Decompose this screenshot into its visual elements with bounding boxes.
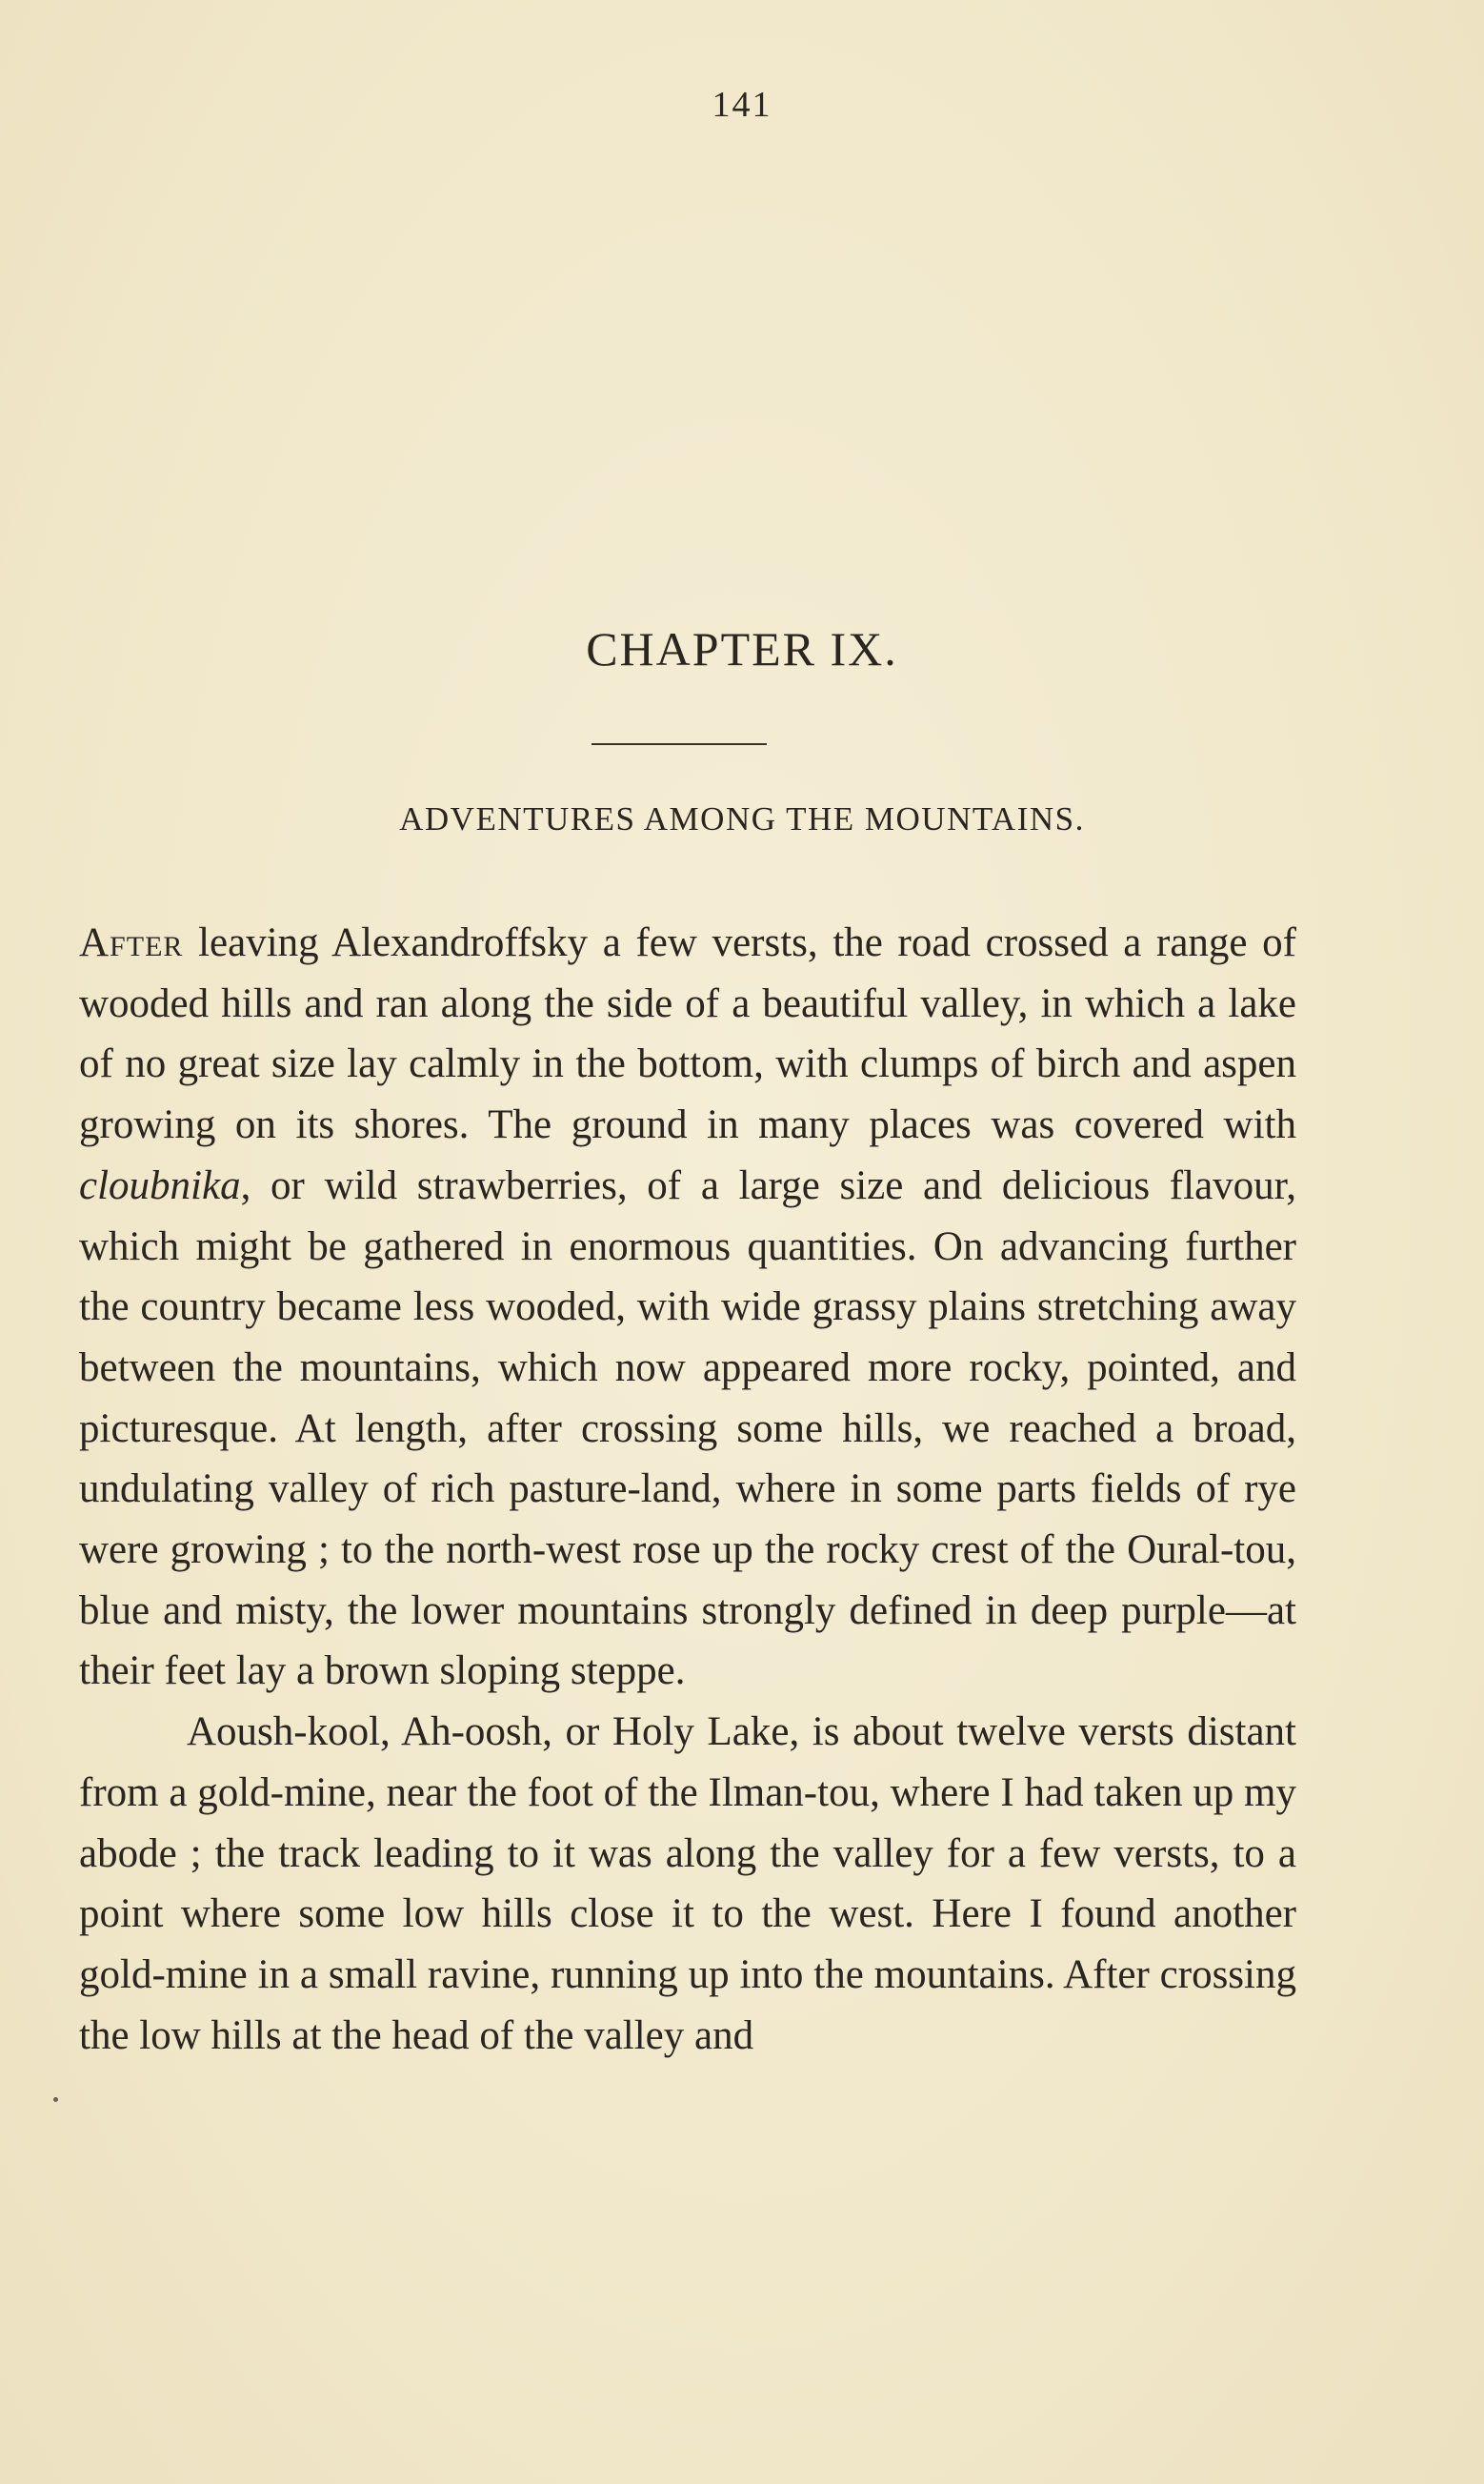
chapter-subtitle: ADVENTURES AMONG THE MOUNTAINS. xyxy=(399,800,1085,838)
italic-term: cloubnika xyxy=(79,1162,241,1208)
paragraph-lead-word: After xyxy=(79,920,184,965)
paragraph-1-part-1: leaving Alexandroffsky a few versts, the road crossed a range of wooded hills and ran along the side of a beautiful valley, in which a lake of no great size lay calmly in the bottom, with clumps of birch and aspen growing on its shores. The ground in many places was covered with xyxy=(79,920,1296,1148)
margin-mark xyxy=(53,2097,58,2102)
paragraph-2: Aoush-kool, Ah-oosh, or Holy Lake, is about twelve versts distant from a gold-mine, near the foot of the Ilman-tou, where I had taken up my abode ; the track leading to it was along the valley for a few versts, to a point where some low hills close it to the west. Here I found another gold-mine in a small ravine, running up into the mountains. After crossing the low hills at the head of the valley and xyxy=(79,1709,1296,2058)
title-divider xyxy=(592,743,767,745)
body-text xyxy=(79,913,1296,2066)
chapter-title: CHAPTER IX. xyxy=(586,622,898,676)
paragraph-1 xyxy=(79,913,1296,1702)
paragraph-1-part-2: , or wild strawberries, of a large size and delicious flavour, which might be gathered in enormous quantities. On advancing further the country became less wooded, with wide grassy plains stretching away between the mountains, which now appeared more rocky, pointed, and picturesque. At length, after crossing some hills, we reached a broad, undulating valley of rich pasture-land, where in some parts fields of rye were growing ; to the north-west rose up the rocky crest of the Oural-tou, blue and misty, the lower mountains strongly defined in deep purple—at their feet lay a brown sloping steppe. xyxy=(79,1162,1296,1694)
page-number: 141 xyxy=(712,85,772,125)
